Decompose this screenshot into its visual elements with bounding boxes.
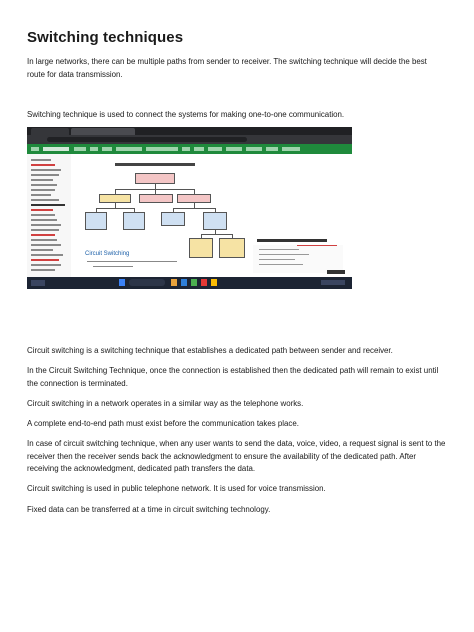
paragraph-5: In case of circuit switching technique, when any user wants to send the data, voice, video, a request signal is sent to the receiver then the receiver sends back the acknowledgment to ensure the availability of the dedicated path. After receiving the acknowledgment, dedicated path transfers the data.: [27, 439, 446, 473]
nav-item: [246, 147, 262, 151]
nav-item: [282, 147, 300, 151]
sidebar-link: [31, 159, 51, 161]
sidebar-link: [31, 164, 55, 166]
paragraph-6: Circuit switching is used in public telephone network. It is used for voice transmission.: [27, 484, 326, 493]
notes-line: [259, 249, 299, 250]
taskbar-search: [129, 279, 165, 286]
paragraph-2: In the Circuit Switching Technique, once the connection is established then the dedicated path will remain to exist until the connection is terminated.: [27, 366, 439, 388]
nav-item: [194, 147, 204, 151]
start-icon: [119, 279, 125, 286]
notes-line: [259, 264, 303, 265]
nav-item: [146, 147, 178, 151]
connector: [232, 234, 233, 238]
taskbar-app-icon: [201, 279, 207, 286]
diagram-node-root: [135, 173, 175, 184]
intro-paragraph: In large networks, there can be multiple paths from sender to receiver. The switching technique will decide the best route for data transmission.: [27, 57, 427, 79]
sidebar-link: [31, 179, 53, 181]
diagram-node-virtual: [203, 212, 227, 230]
sidebar-link: [31, 254, 63, 256]
browser-tab: [31, 128, 69, 135]
notes-heading: [257, 239, 327, 242]
connector: [155, 189, 156, 194]
os-taskbar: [27, 277, 352, 289]
connector: [134, 208, 135, 212]
sidebar-link: [31, 229, 59, 231]
notes-red-mark: [297, 245, 337, 246]
url-field: [47, 137, 247, 142]
diagram-node-time: [123, 212, 145, 230]
sidebar-link: [31, 264, 61, 266]
sidebar-link: [31, 189, 55, 191]
notes-line: [259, 254, 309, 255]
sidebar-link: [31, 219, 57, 221]
sidebar-link: [31, 249, 53, 251]
sidebar-link: [31, 269, 55, 271]
sidebar-link: [31, 209, 53, 211]
section-text-line: [93, 266, 133, 267]
sidebar-link: [31, 224, 61, 226]
diagram-title: [115, 163, 195, 166]
page-title: Switching techniques: [27, 29, 184, 46]
paragraph-1: Circuit switching is a switching technique that establishes a dedicated path between sender and receiver.: [27, 346, 393, 355]
diagram-node-pvc: [219, 238, 245, 258]
nav-item: [182, 147, 190, 151]
connector: [173, 208, 215, 209]
nav-item: [90, 147, 98, 151]
sidebar-link: [31, 199, 59, 201]
sidebar-link-active: [31, 204, 65, 206]
diagram-node-space: [85, 212, 107, 230]
notes-line: [259, 259, 295, 260]
paragraph-7: Fixed data can be transferred at a time in circuit switching technology.: [27, 505, 271, 514]
sidebar-link: [31, 169, 61, 171]
sidebar-link: [31, 194, 51, 196]
paragraph-4: A complete end-to-end path must exist before the communication takes place.: [27, 419, 299, 428]
nav-item: [116, 147, 142, 151]
taskbar-app-icon: [171, 279, 177, 286]
taskbar-app-icon: [211, 279, 217, 286]
sidebar-link: [31, 244, 61, 246]
connector: [96, 208, 97, 212]
connector: [215, 208, 216, 212]
connector: [96, 208, 134, 209]
diagram-node-packet: [177, 194, 211, 203]
logo-icon: [327, 270, 345, 274]
sidebar-link: [31, 174, 59, 176]
connector: [173, 208, 174, 212]
weather-widget: [31, 280, 45, 286]
sidebar-link: [31, 239, 57, 241]
section-text-line: [87, 261, 177, 262]
sidebar-link: [31, 234, 55, 236]
embedded-screenshot: [27, 127, 352, 289]
paragraph-3: Circuit switching in a network operates in a similar way as the telephone works.: [27, 399, 304, 408]
connector: [201, 234, 202, 238]
diagram-node-circuit: [99, 194, 131, 203]
taskbar-app-icon: [181, 279, 187, 286]
nav-item: [208, 147, 222, 151]
taskbar-app-icon: [191, 279, 197, 286]
nav-item: [43, 147, 69, 151]
sidebar-link: [31, 184, 57, 186]
nav-item: [226, 147, 242, 151]
browser-tab-active: [71, 128, 135, 135]
diagram-node-message: [139, 194, 173, 203]
nav-item: [266, 147, 278, 151]
connector: [194, 189, 195, 194]
sidebar-link: [31, 214, 55, 216]
connector: [115, 189, 116, 194]
section-title: Circuit Switching: [85, 251, 130, 257]
diagram-node-svc: [189, 238, 213, 258]
diagram-node-datagram: [161, 212, 185, 226]
sidebar-link: [31, 259, 59, 261]
nav-home-icon: [31, 147, 39, 151]
connector: [201, 234, 232, 235]
nav-item: [102, 147, 112, 151]
nav-item: [74, 147, 86, 151]
purpose-paragraph: Switching technique is used to connect the systems for making one-to-one communication.: [27, 110, 345, 119]
taskbar-clock: [321, 280, 345, 285]
